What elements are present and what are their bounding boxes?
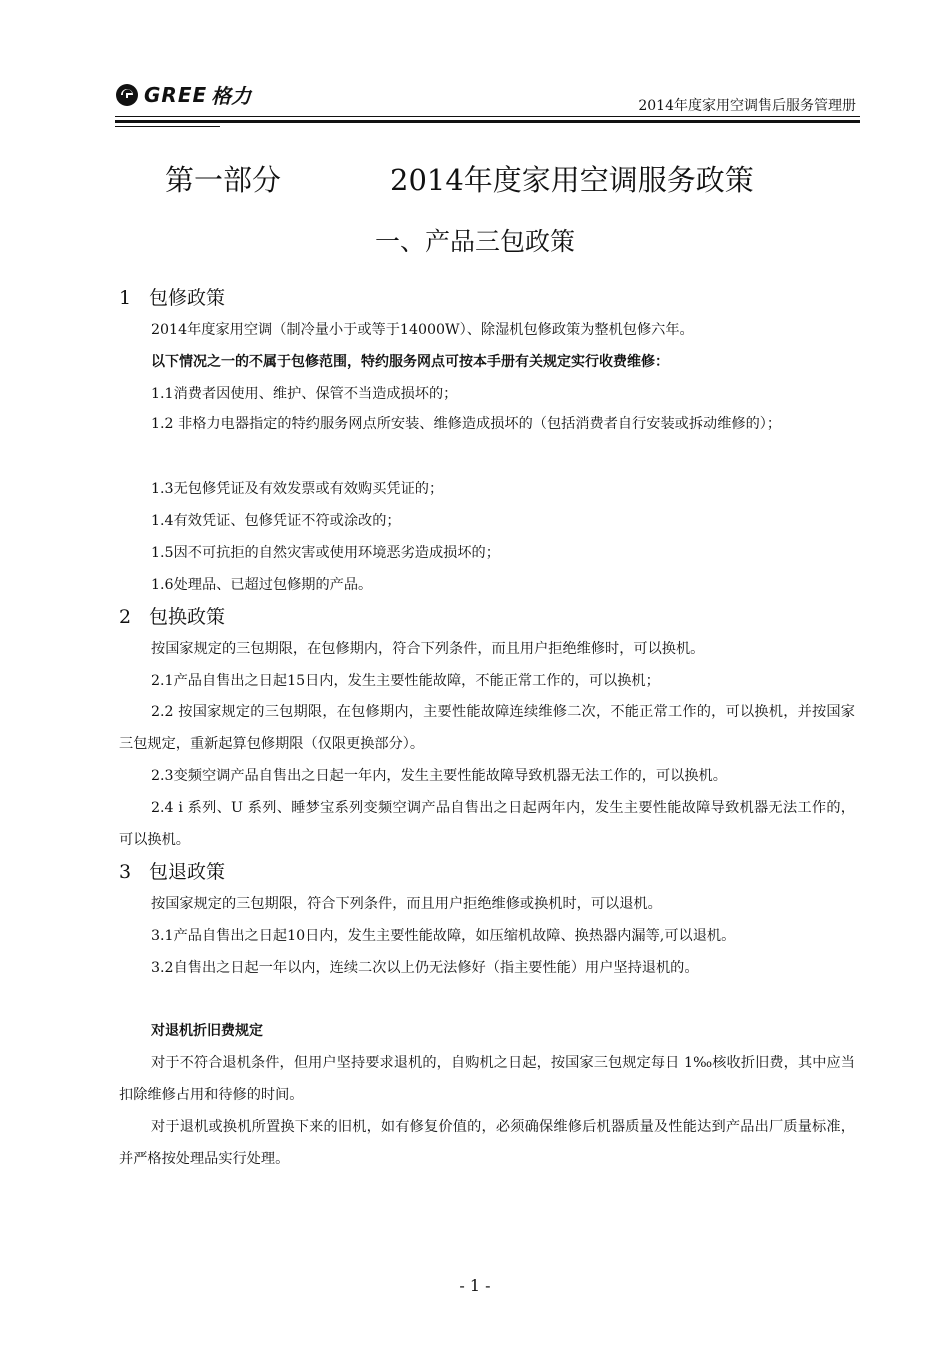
paragraph-bold: 以下情况之一的不属于包修范围，特约服务网点可按本手册有关规定实行收费维修： [151,354,669,370]
list-item: 2.2 按国家规定的三包期限，在包修期内，主要性能故障连续维修二次，不能正常工作的，可以换机，并按国家三包规定，重新起算包修期限（仅限更换部分）。 [119,704,855,752]
list-item: 1.3无包修凭证及有效发票或有效购买凭证的； [151,481,444,497]
list-item: 2.4 i 系列、U 系列、睡梦宝系列变频空调产品自售出之日起两年内，发生主要性能故障导致机器无法工作的，可以换机。 [119,800,855,848]
heading-number: 3 [119,861,132,883]
list-item: 1.4有效凭证、包修凭证不符或涂改的； [151,513,401,529]
paragraph: 按国家规定的三包期限，在包修期内，符合下列条件，而且用户拒绝维修时，可以换机。 [151,641,705,657]
header-rule-thin [115,116,860,117]
list-item: 3.2自售出之日起一年以内，连续二次以上仍无法修好（指主要性能）用户坚持退机的。 [151,960,699,976]
heading-text: 包退政策 [149,861,226,883]
part-name: 2014年度家用空调服务政策 [390,163,754,197]
document-title: 2014年度家用空调售后服务管理册 [638,98,856,114]
heading-number: 2 [119,606,132,628]
header-rule-short [115,126,220,127]
heading-return-policy [119,857,855,884]
logo-text: GREE [144,82,208,107]
page-number: - 1 - [459,1276,491,1295]
paragraph: 2014年度家用空调（制冷量小于或等于14000W）、除湿机包修政策为整机包修六年。 [151,322,694,338]
logo-chinese: 格力 [211,84,252,108]
list-item: 3.1产品自售出之日起10日内，发生主要性能故障，如压缩机故障、换热器内漏等,可以退机。 [151,928,736,944]
list-item: 1.5因不可抗拒的自然灾害或使用环境恶劣造成损坏的； [151,545,500,561]
heading-text: 包修政策 [149,287,226,309]
gree-logo [115,80,251,109]
depreciation-heading: 对退机折旧费规定 [151,1023,263,1039]
header-rule-thick [115,120,860,123]
heading-number: 1 [119,287,132,309]
list-item: 2.1产品自售出之日起15日内，发生主要性能故障，不能正常工作的，可以换机； [151,673,660,689]
paragraph: 对于不符合退机条件，但用户坚持要求退机的，自购机之日起，按国家三包规定每日 1‰核收折旧费，其中应当扣除维修占用和待修的时间。 [119,1055,855,1103]
paragraph: 对于退机或换机所置换下来的旧机，如有修复价值的，必须确保维修后机器质量及性能达到产品出厂质量标准，并严格按处理品实行处理。 [119,1119,855,1167]
part-label: 第一部分 [165,163,282,197]
heading-warranty-policy [119,283,855,310]
section-title: 一、产品三包政策 [374,227,575,256]
list-item: 1.6处理品、已超过包修期的产品。 [151,577,373,593]
page-header [115,78,860,130]
list-item: 1.1消费者因使用、维护、保管不当造成损坏的； [151,386,458,402]
gree-logo-icon [115,83,139,107]
heading-text: 包换政策 [149,606,226,628]
list-item: 2.3变频空调产品自售出之日起一年内，发生主要性能故障导致机器无法工作的，可以换机。 [151,768,727,784]
heading-replacement-policy [119,602,855,629]
paragraph: 按国家规定的三包期限，符合下列条件，而且用户拒绝维修或换机时，可以退机。 [151,896,662,912]
list-item: 1.2 非格力电器指定的特约服务网点所安装、维修造成损坏的（包括消费者自行安装或拆动维修的）； [151,416,782,432]
